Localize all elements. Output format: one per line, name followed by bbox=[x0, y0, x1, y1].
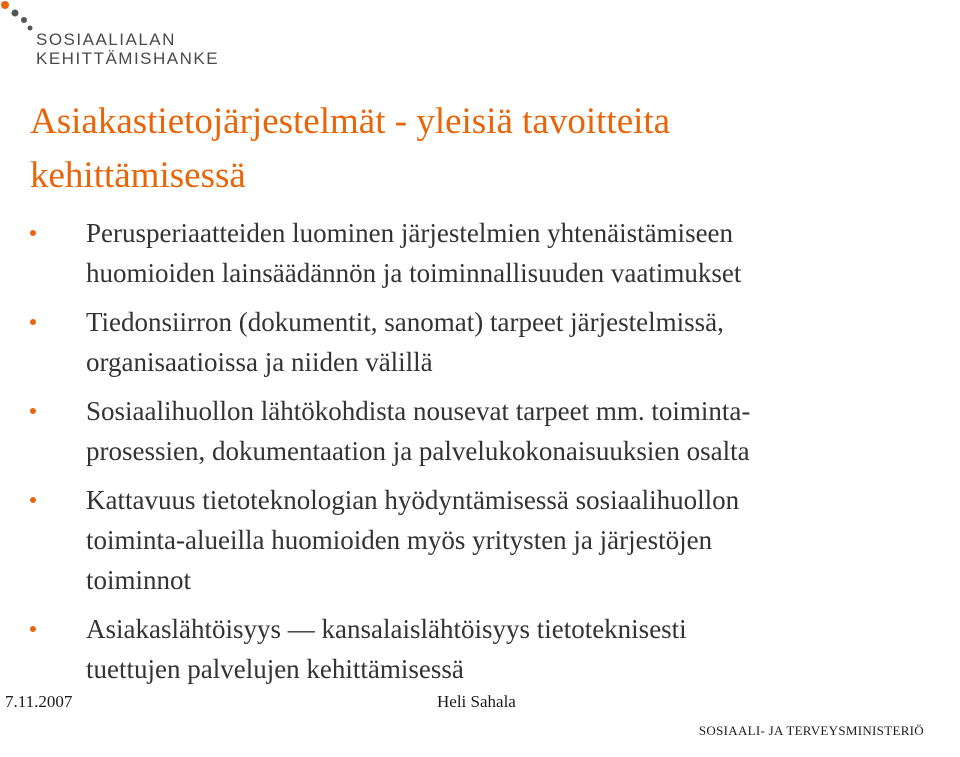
slide-title-line-2: kehittämisessä bbox=[30, 155, 246, 196]
bullet-line: organisaatioissa ja niiden välillä bbox=[86, 347, 433, 377]
bullet-list bbox=[30, 213, 955, 698]
bullet-item bbox=[30, 480, 955, 600]
bullet-item bbox=[30, 213, 955, 293]
bullet-line: Sosiaalihuollon lähtökohdista nousevat tarpeet mm. toiminta- bbox=[86, 396, 751, 426]
slide-title-line-1: Asiakastietojärjestelmät - yleisiä tavoitteita bbox=[30, 101, 671, 142]
bullet-item bbox=[30, 609, 955, 689]
bullet-line: Perusperiaatteiden luominen järjestelmien yhtenäistämiseen bbox=[86, 218, 734, 248]
footer-ministry: SOSIAALI- JA TERVEYSMINISTERIÖ bbox=[698, 723, 924, 738]
bullet-dot-icon bbox=[30, 497, 36, 503]
logo-line-1: SOSIAALIALAN bbox=[36, 30, 176, 49]
bullet-dot-icon bbox=[30, 626, 36, 632]
bullet-line: toiminnot bbox=[86, 565, 192, 595]
bullet-dot-icon bbox=[30, 319, 36, 325]
bullet-line: Asiakaslähtöisyys — kansalaislähtöisyys tietoteknisesti bbox=[86, 614, 687, 644]
bullet-line: huomioiden lainsäädännön ja toiminnallisuuden vaatimukset bbox=[86, 258, 742, 288]
bullet-dot-icon bbox=[30, 230, 36, 236]
footer-author: Heli Sahala bbox=[437, 692, 516, 711]
logo-dots-icon bbox=[0, 0, 40, 40]
bullet-item bbox=[30, 391, 955, 471]
bullet-line: tuettujen palvelujen kehittämisessä bbox=[86, 654, 464, 684]
bullet-line: Tiedonsiirron (dokumentit, sanomat) tarpeet järjestelmissä, bbox=[86, 307, 724, 337]
bullet-line: prosessien, dokumentaation ja palvelukokonaisuuksien osalta bbox=[86, 436, 750, 466]
bullet-line: Kattavuus tietoteknologian hyödyntämisessä sosiaalihuollon bbox=[86, 485, 740, 515]
bullet-line: toiminta-alueilla huomioiden myös yritysten ja järjestöjen bbox=[86, 525, 713, 555]
footer-date: 7.11.2007 bbox=[5, 692, 73, 711]
logo-line-2: KEHITTÄMISHANKE bbox=[36, 49, 220, 68]
slide-title bbox=[30, 95, 930, 203]
bullet-dot-icon bbox=[30, 408, 36, 414]
logo-text bbox=[36, 30, 219, 68]
bullet-item bbox=[30, 302, 955, 382]
